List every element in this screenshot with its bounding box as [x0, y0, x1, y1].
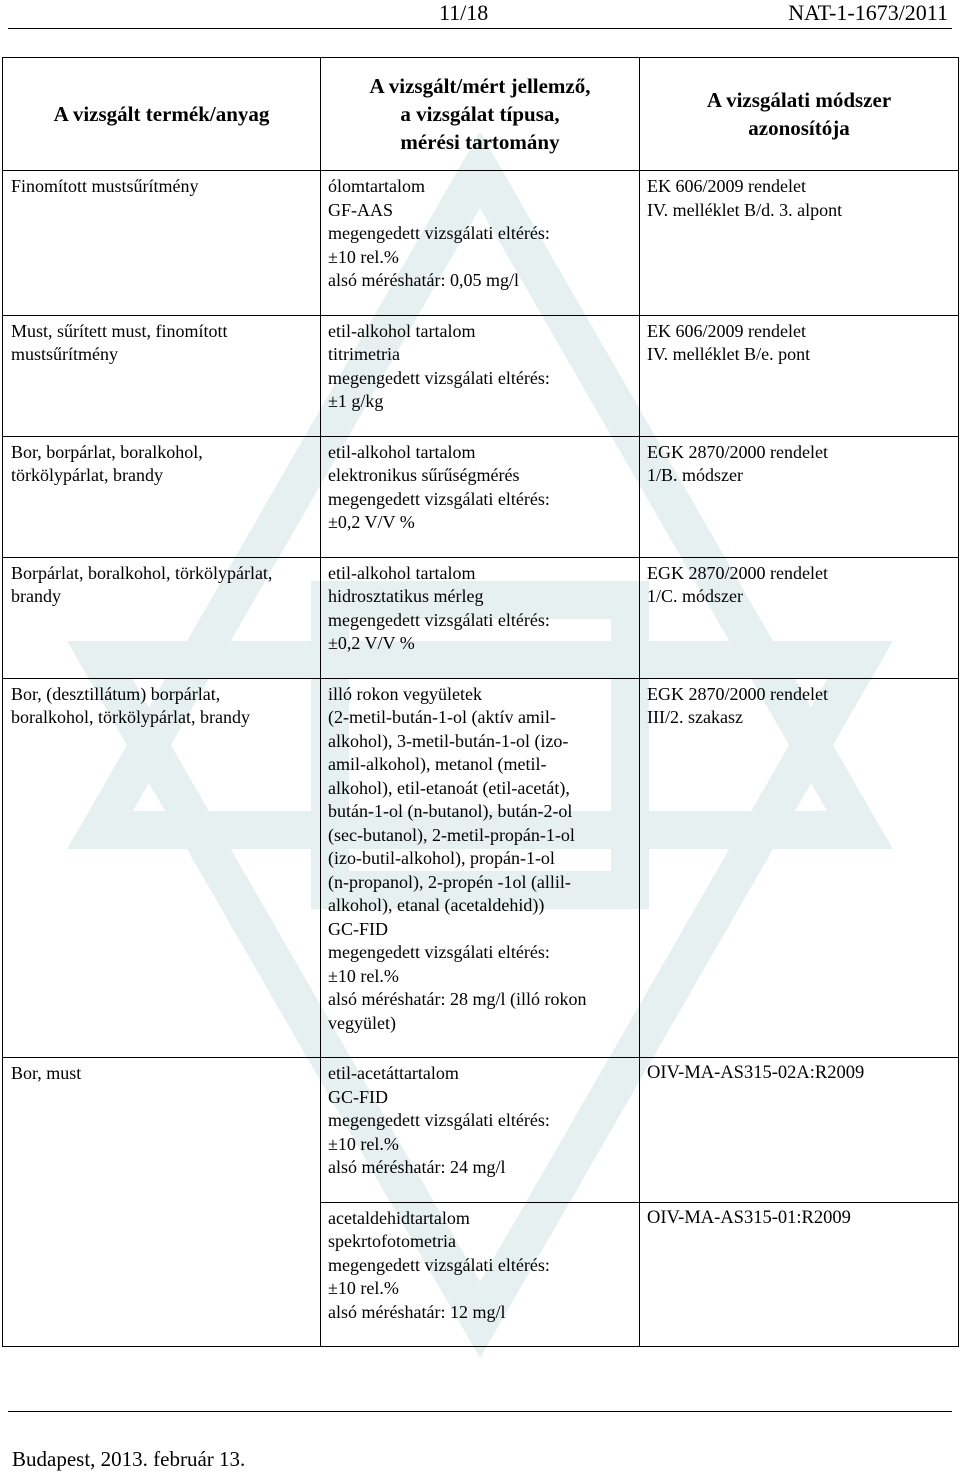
- product-line: Bor, (desztillátum) borpárlat,: [11, 683, 221, 704]
- characteristic-line: (izo-butil-alkohol), propán-1-ol: [328, 848, 555, 868]
- cell-characteristic: [321, 1202, 640, 1347]
- method-line: IV. melléklet B/e. pont: [647, 344, 811, 364]
- cell-product: [3, 315, 321, 436]
- method-line: IV. melléklet B/d. 3. alpont: [647, 199, 843, 220]
- characteristic-line: vegyület): [328, 1012, 396, 1033]
- cell-method: [640, 678, 959, 1058]
- table-row: [3, 436, 959, 557]
- cell-method: [640, 171, 959, 316]
- characteristic-line: bután-1-ol (n-butanol), bután-2-ol: [328, 801, 573, 821]
- table-row: [3, 171, 959, 316]
- accreditation-table: [2, 57, 959, 1347]
- characteristic-line: illó rokon vegyületek: [328, 683, 482, 704]
- characteristic-line: elektronikus sűrűségmérés: [328, 465, 520, 485]
- product-line: Must, sűrített must, finomított: [11, 320, 228, 341]
- cell-method: [640, 1058, 959, 1203]
- header-rule: [8, 28, 952, 29]
- characteristic-line: ±10 rel.%: [328, 965, 399, 986]
- characteristic-line: megengedett vizsgálati eltérés:: [328, 609, 550, 630]
- table-row: [3, 1058, 959, 1203]
- characteristic-line: etil-alkohol tartalom: [328, 441, 476, 462]
- page-header: [0, 0, 960, 30]
- characteristic-line: ±10 rel.%: [328, 1278, 399, 1298]
- method-line: 1/B. módszer: [647, 465, 743, 485]
- characteristic-line: megengedett vizsgálati eltérés:: [328, 367, 550, 388]
- cell-product: [3, 557, 321, 678]
- cell-product: [3, 171, 321, 316]
- characteristic-line: alsó méréshatár: 28 mg/l (illó rokon: [328, 989, 587, 1009]
- cell-method: [640, 436, 959, 557]
- cell-method: [640, 1202, 959, 1347]
- method-line: OIV-MA-AS315-02A:R2009: [647, 1063, 865, 1083]
- product-line: Borpárlat, boralkohol, törkölypárlat,: [11, 562, 273, 583]
- product-line: brandy: [11, 586, 61, 606]
- table-row: [3, 678, 959, 1058]
- characteristic-line: alsó méréshatár: 24 mg/l: [328, 1157, 506, 1177]
- product-line: Finomított mustsűrítmény: [11, 176, 199, 196]
- characteristic-line: megengedett vizsgálati eltérés:: [328, 1254, 550, 1275]
- cell-method: [640, 557, 959, 678]
- characteristic-line: megengedett vizsgálati eltérés:: [328, 1110, 550, 1130]
- characteristic-line: hidrosztatikus mérleg: [328, 586, 484, 606]
- characteristic-line: (sec-butanol), 2-metil-propán-1-ol: [328, 824, 575, 845]
- column-header-method: A vizsgálati módszer azonosítója: [640, 58, 959, 171]
- method-line: EGK 2870/2000 rendelet: [647, 562, 828, 583]
- characteristic-line: GC-FID: [328, 918, 389, 939]
- cell-characteristic: [321, 315, 640, 436]
- table-row: [3, 315, 959, 436]
- product-line: törkölypárlat, brandy: [11, 465, 163, 485]
- characteristic-line: GF-AAS: [328, 199, 394, 220]
- characteristic-line: ±1 g/kg: [328, 391, 384, 411]
- product-line: boralkohol, törkölypárlat, brandy: [11, 707, 250, 727]
- characteristic-line: etil-alkohol tartalom: [328, 562, 476, 583]
- characteristic-line: etil-acetáttartalom: [328, 1063, 459, 1083]
- characteristic-line: alkohol), 3-metil-bután-1-ol (izo-: [328, 730, 569, 751]
- characteristic-line: ±0,2 V/V %: [328, 633, 415, 653]
- product-line: mustsűrítmény: [11, 344, 118, 364]
- method-line: EGK 2870/2000 rendelet: [647, 441, 828, 462]
- method-line: EK 606/2009 rendelet: [647, 320, 806, 341]
- characteristic-line: titrimetria: [328, 344, 400, 364]
- characteristic-line: alsó méréshatár: 12 mg/l: [328, 1301, 506, 1322]
- characteristic-line: alkohol), etil-etanoát (etil-acetát),: [328, 777, 570, 798]
- cell-method: [640, 315, 959, 436]
- method-line: III/2. szakasz: [647, 707, 743, 727]
- characteristic-line: (n-propanol), 2-propén -1ol (allil-: [328, 871, 571, 892]
- characteristic-line: megengedett vizsgálati eltérés:: [328, 488, 550, 509]
- document-id: NAT-1-1673/2011: [788, 0, 948, 25]
- characteristic-line: acetaldehidtartalom: [328, 1207, 470, 1228]
- method-line: EGK 2870/2000 rendelet: [647, 683, 828, 704]
- cell-product: [3, 436, 321, 557]
- cell-characteristic: [321, 678, 640, 1058]
- method-line: 1/C. módszer: [647, 586, 743, 606]
- characteristic-line: alsó méréshatár: 0,05 mg/l: [328, 270, 519, 290]
- footer-place-date: Budapest, 2013. február 13.: [12, 1447, 246, 1471]
- footer-rule: [8, 1411, 952, 1412]
- cell-product: [3, 678, 321, 1058]
- characteristic-line: alkohol), etanal (acetaldehid)): [328, 895, 545, 915]
- product-line: Bor, borpárlat, boralkohol,: [11, 441, 203, 462]
- table-header-row: [3, 58, 959, 171]
- characteristic-line: ±10 rel.%: [328, 246, 399, 267]
- product-line: Bor, must: [11, 1063, 82, 1083]
- characteristic-line: ±10 rel.%: [328, 1133, 399, 1154]
- cell-characteristic: [321, 557, 640, 678]
- characteristic-line: megengedett vizsgálati eltérés:: [328, 223, 550, 243]
- characteristic-line: amil-alkohol), metanol (metil-: [328, 754, 547, 774]
- characteristic-line: spekrtofotometria: [328, 1231, 456, 1251]
- method-line: OIV-MA-AS315-01:R2009: [647, 1207, 851, 1228]
- cell-product: [3, 1058, 321, 1347]
- characteristic-line: ±0,2 V/V %: [328, 512, 415, 532]
- cell-characteristic: [321, 1058, 640, 1203]
- characteristic-line: GC-FID: [328, 1086, 389, 1107]
- cell-characteristic: [321, 171, 640, 316]
- characteristic-line: (2-metil-bután-1-ol (aktív amil-: [328, 707, 556, 727]
- column-header-characteristic: A vizsgált/mért jellemző, a vizsgálat típusa, mérési tartomány: [321, 58, 640, 171]
- cell-characteristic: [321, 436, 640, 557]
- table-row: [3, 557, 959, 678]
- characteristic-line: megengedett vizsgálati eltérés:: [328, 942, 550, 962]
- characteristic-line: etil-alkohol tartalom: [328, 320, 476, 341]
- characteristic-line: ólomtartalom: [328, 176, 425, 196]
- page-number: 11/18: [439, 0, 489, 25]
- column-header-product: A vizsgált termék/anyag: [3, 58, 321, 171]
- method-line: EK 606/2009 rendelet: [647, 176, 806, 196]
